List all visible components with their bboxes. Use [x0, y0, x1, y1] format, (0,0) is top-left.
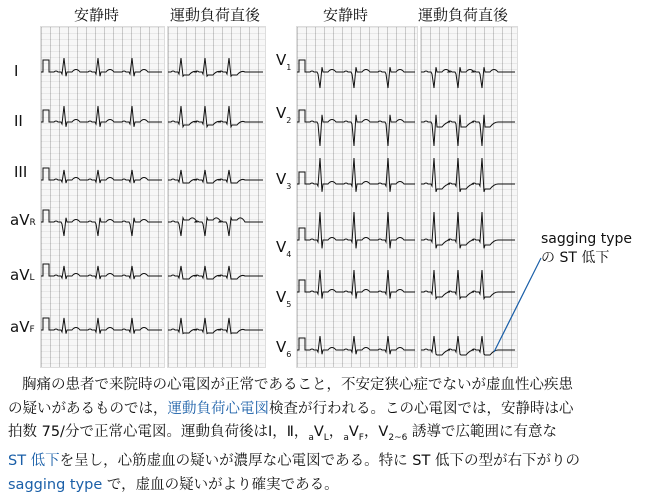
caption-line-5: sagging type で，虚血の疑いがより確実である。	[8, 476, 339, 493]
lead-label-i: I	[14, 62, 19, 80]
annotation-line-1: sagging type	[541, 231, 633, 247]
caption-line-1: 胸痛の患者で来院時の心電図が正常であること，不安定狭心症でないが虚血性心疾患	[22, 377, 573, 393]
lead-label-v1: $V_1$	[276, 51, 292, 72]
figure-caption	[8, 374, 658, 497]
lead-label-avf: aVF	[10, 318, 35, 336]
ecg-trace-limb-rest	[41, 168, 162, 183]
header-rest-limb: 安静時	[74, 6, 120, 24]
ecg-trace-limb-rest	[41, 318, 162, 334]
ecg-trace-limb-exercise	[168, 218, 263, 236]
lead-label-v5: $V_5$	[276, 288, 292, 309]
annotation-line-2: の ST 低下	[541, 250, 610, 266]
ecg-trace-chest-rest	[297, 212, 415, 248]
caption-line-2: の疑いがあるものでは，運動負荷心電図検査が行われる。この心電図では，安静時は心	[8, 400, 574, 417]
ecg-trace-limb-exercise	[168, 170, 263, 183]
sagging-type-term: sagging type	[8, 476, 103, 493]
ecg-trace-limb-rest	[41, 58, 162, 76]
annotation-leader-line	[494, 258, 541, 352]
ecg-trace-chest-exercise	[421, 67, 515, 88]
ecg-trace-chest-exercise	[421, 158, 515, 192]
ecg-trace-limb-rest	[41, 210, 162, 236]
caption-line-3: 拍数 75/分で正常心電図。運動負荷後はⅠ，Ⅱ，$_aV_L$，$_aV_F$，$V_{2\sim 6}$ 誘導で広範囲に有意な	[8, 424, 557, 443]
exercise-ecg-term: 運動負荷心電図	[167, 400, 269, 417]
lead-label-v4: $V_4$	[276, 238, 292, 259]
ecg-trace-limb-exercise	[168, 266, 263, 279]
ecg-trace-chest-exercise	[421, 212, 515, 248]
header-exercise-chest: 運動負荷直後	[418, 6, 509, 24]
ecg-trace-limb-rest	[41, 264, 162, 279]
lead-label-iii: III	[14, 163, 28, 181]
ecg-trace-chest-exercise	[421, 115, 515, 146]
caption-line-4: ST 低下を呈し，心筋虚血の疑いが濃厚な心電図である。特に ST 低下の型が右下がりの	[8, 453, 580, 470]
lead-label-v3: $V_3$	[276, 170, 292, 191]
lead-label-ii: II	[14, 112, 23, 130]
lead-label-avl: aVL	[10, 266, 35, 284]
ecg-trace-chest-rest	[297, 60, 415, 88]
lead-label-v6: $V_6$	[276, 338, 292, 359]
header-exercise-limb: 運動負荷直後	[170, 6, 261, 24]
sagging-type-annotation	[541, 230, 632, 268]
ecg-trace-limb-exercise	[168, 58, 263, 76]
ecg-trace-limb-exercise	[168, 318, 263, 334]
ecg-trace-chest-rest	[297, 158, 415, 192]
header-rest-chest: 安静時	[323, 6, 369, 24]
st-depression-term: ST 低下	[8, 453, 60, 470]
ecg-trace-chest-rest	[297, 336, 415, 354]
ecg-trace-chest-rest	[297, 270, 415, 299]
ecg-trace-chest-exercise	[421, 270, 515, 299]
ecg-trace-chest-rest	[297, 110, 415, 146]
lead-label-v2: $V_2$	[276, 104, 292, 125]
ecg-trace-limb-rest	[41, 106, 162, 127]
ecg-trace-limb-exercise	[168, 106, 263, 127]
lead-label-avr: aVR	[10, 211, 36, 229]
